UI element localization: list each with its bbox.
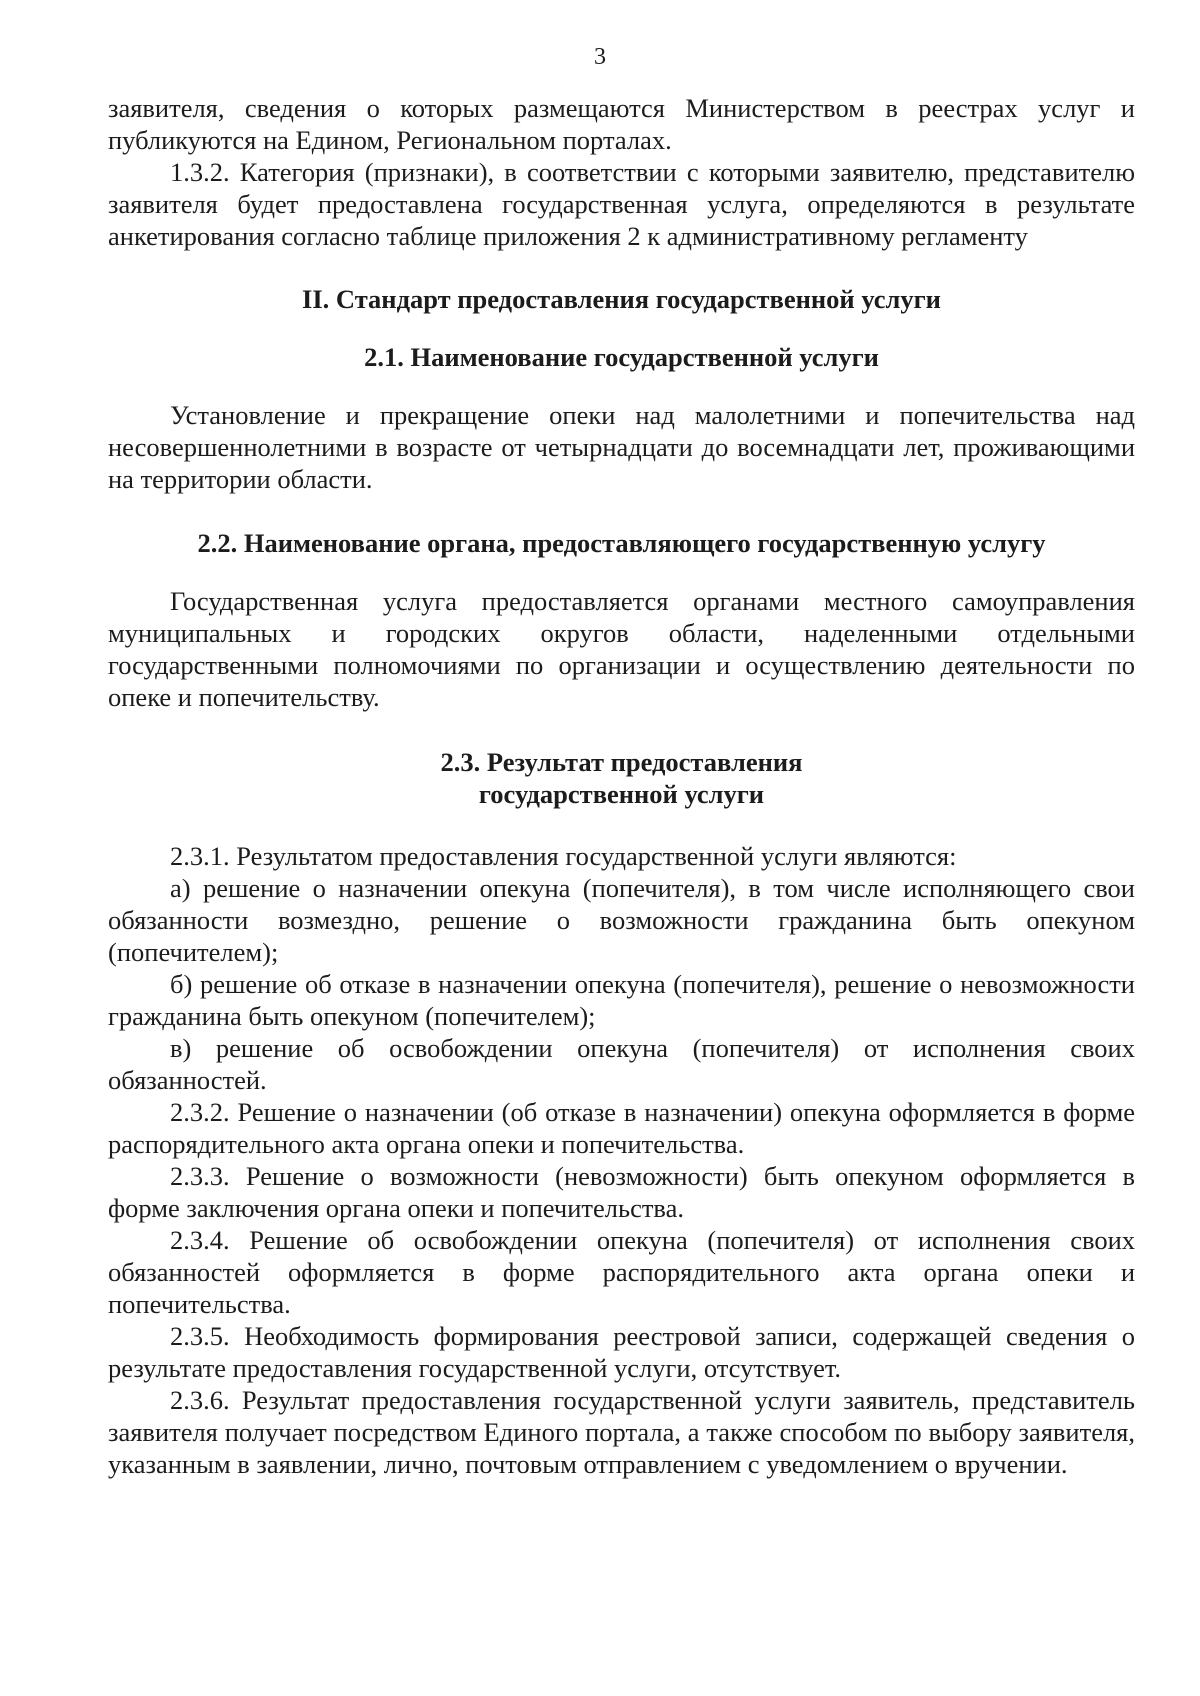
document-body [108, 92, 1135, 1480]
paragraph-2-1: Установление и прекращение опеки над малолетними и попечительства над несовершеннолетними в возрасте от четырнадцати до восемнадцати лет, проживающими на территории области. [108, 400, 1135, 494]
subsection-heading-2-3-line1: 2.3. Результат предоставления [440, 747, 803, 777]
paragraph-intro-continuation: заявителя, сведения о которых размещаются Министерством в реестрах услуг и публикуются на Едином, Региональном порталах. [108, 93, 1135, 155]
paragraph-2-3-1-c: в) решение об освобождении опекуна (попечителя) от исполнения своих обязанностей. [108, 1033, 1135, 1095]
paragraph-2-3-5: 2.3.5. Необходимость формирования реестровой записи, содержащей сведения о результате предоставления государственной услуги, отсутствует. [108, 1321, 1135, 1383]
subsection-heading-2-1: 2.1. Наименование государственной услуги [364, 342, 879, 372]
paragraph-2-2: Государственная услуга предоставляется органами местного самоуправления муниципальных и городских округов области, наделенными отдельными государственными полномочиями по организации и осуществлению деятельности по опеке и попечительству. [108, 586, 1135, 712]
subsection-heading-2-3-line2: государственной услуги [478, 779, 765, 809]
subsection-heading-2-3 [108, 746, 1135, 810]
paragraph-2-3-1-a: а) решение о назначении опекуна (попечителя), в том числе исполняющего свои обязанности возмездно, решение о возможности гражданина быть опекуном (попечителем); [108, 873, 1135, 967]
paragraph-2-3-2: 2.3.2. Решение о назначении (об отказе в назначении) опекуна оформляется в форме распорядительного акта органа опеки и попечительства. [108, 1097, 1135, 1159]
subsection-heading-2-2: 2.2. Наименование органа, предоставляющего государственную услугу [197, 528, 1046, 558]
paragraph-1-3-2: 1.3.2. Категория (признаки), в соответствии с которыми заявителю, представителю заявителя будет предоставлена государственная услуга, определяются в результате анкетирования согласно таблице приложения 2 к административному регламенту [108, 157, 1135, 251]
paragraph-2-3-1-b: б) решение об отказе в назначении опекуна (попечителя), решение о невозможности гражданина быть опекуном (попечителем); [108, 969, 1135, 1031]
section-heading-ii: II. Стандарт предоставления государственной услуги [302, 284, 941, 314]
paragraph-2-3-3: 2.3.3. Решение о возможности (невозможности) быть опекуном оформляется в форме заключения органа опеки и попечительства. [108, 1161, 1135, 1223]
paragraph-2-3-4: 2.3.4. Решение об освобождении опекуна (попечителя) от исполнения своих обязанностей оформляется в форме распорядительного акта органа опеки и попечительства. [108, 1225, 1135, 1319]
paragraph-2-3-1: 2.3.1. Результатом предоставления государственной услуги являются: [170, 841, 957, 871]
page-number: 3 [594, 44, 606, 70]
paragraph-2-3-6: 2.3.6. Результат предоставления государственной услуги заявитель, представитель заявителя получает посредством Единого портала, а также способом по выбору заявителя, указанным в заявлении, лично, почтовым отправлением с уведомлением о вручении. [108, 1385, 1135, 1479]
